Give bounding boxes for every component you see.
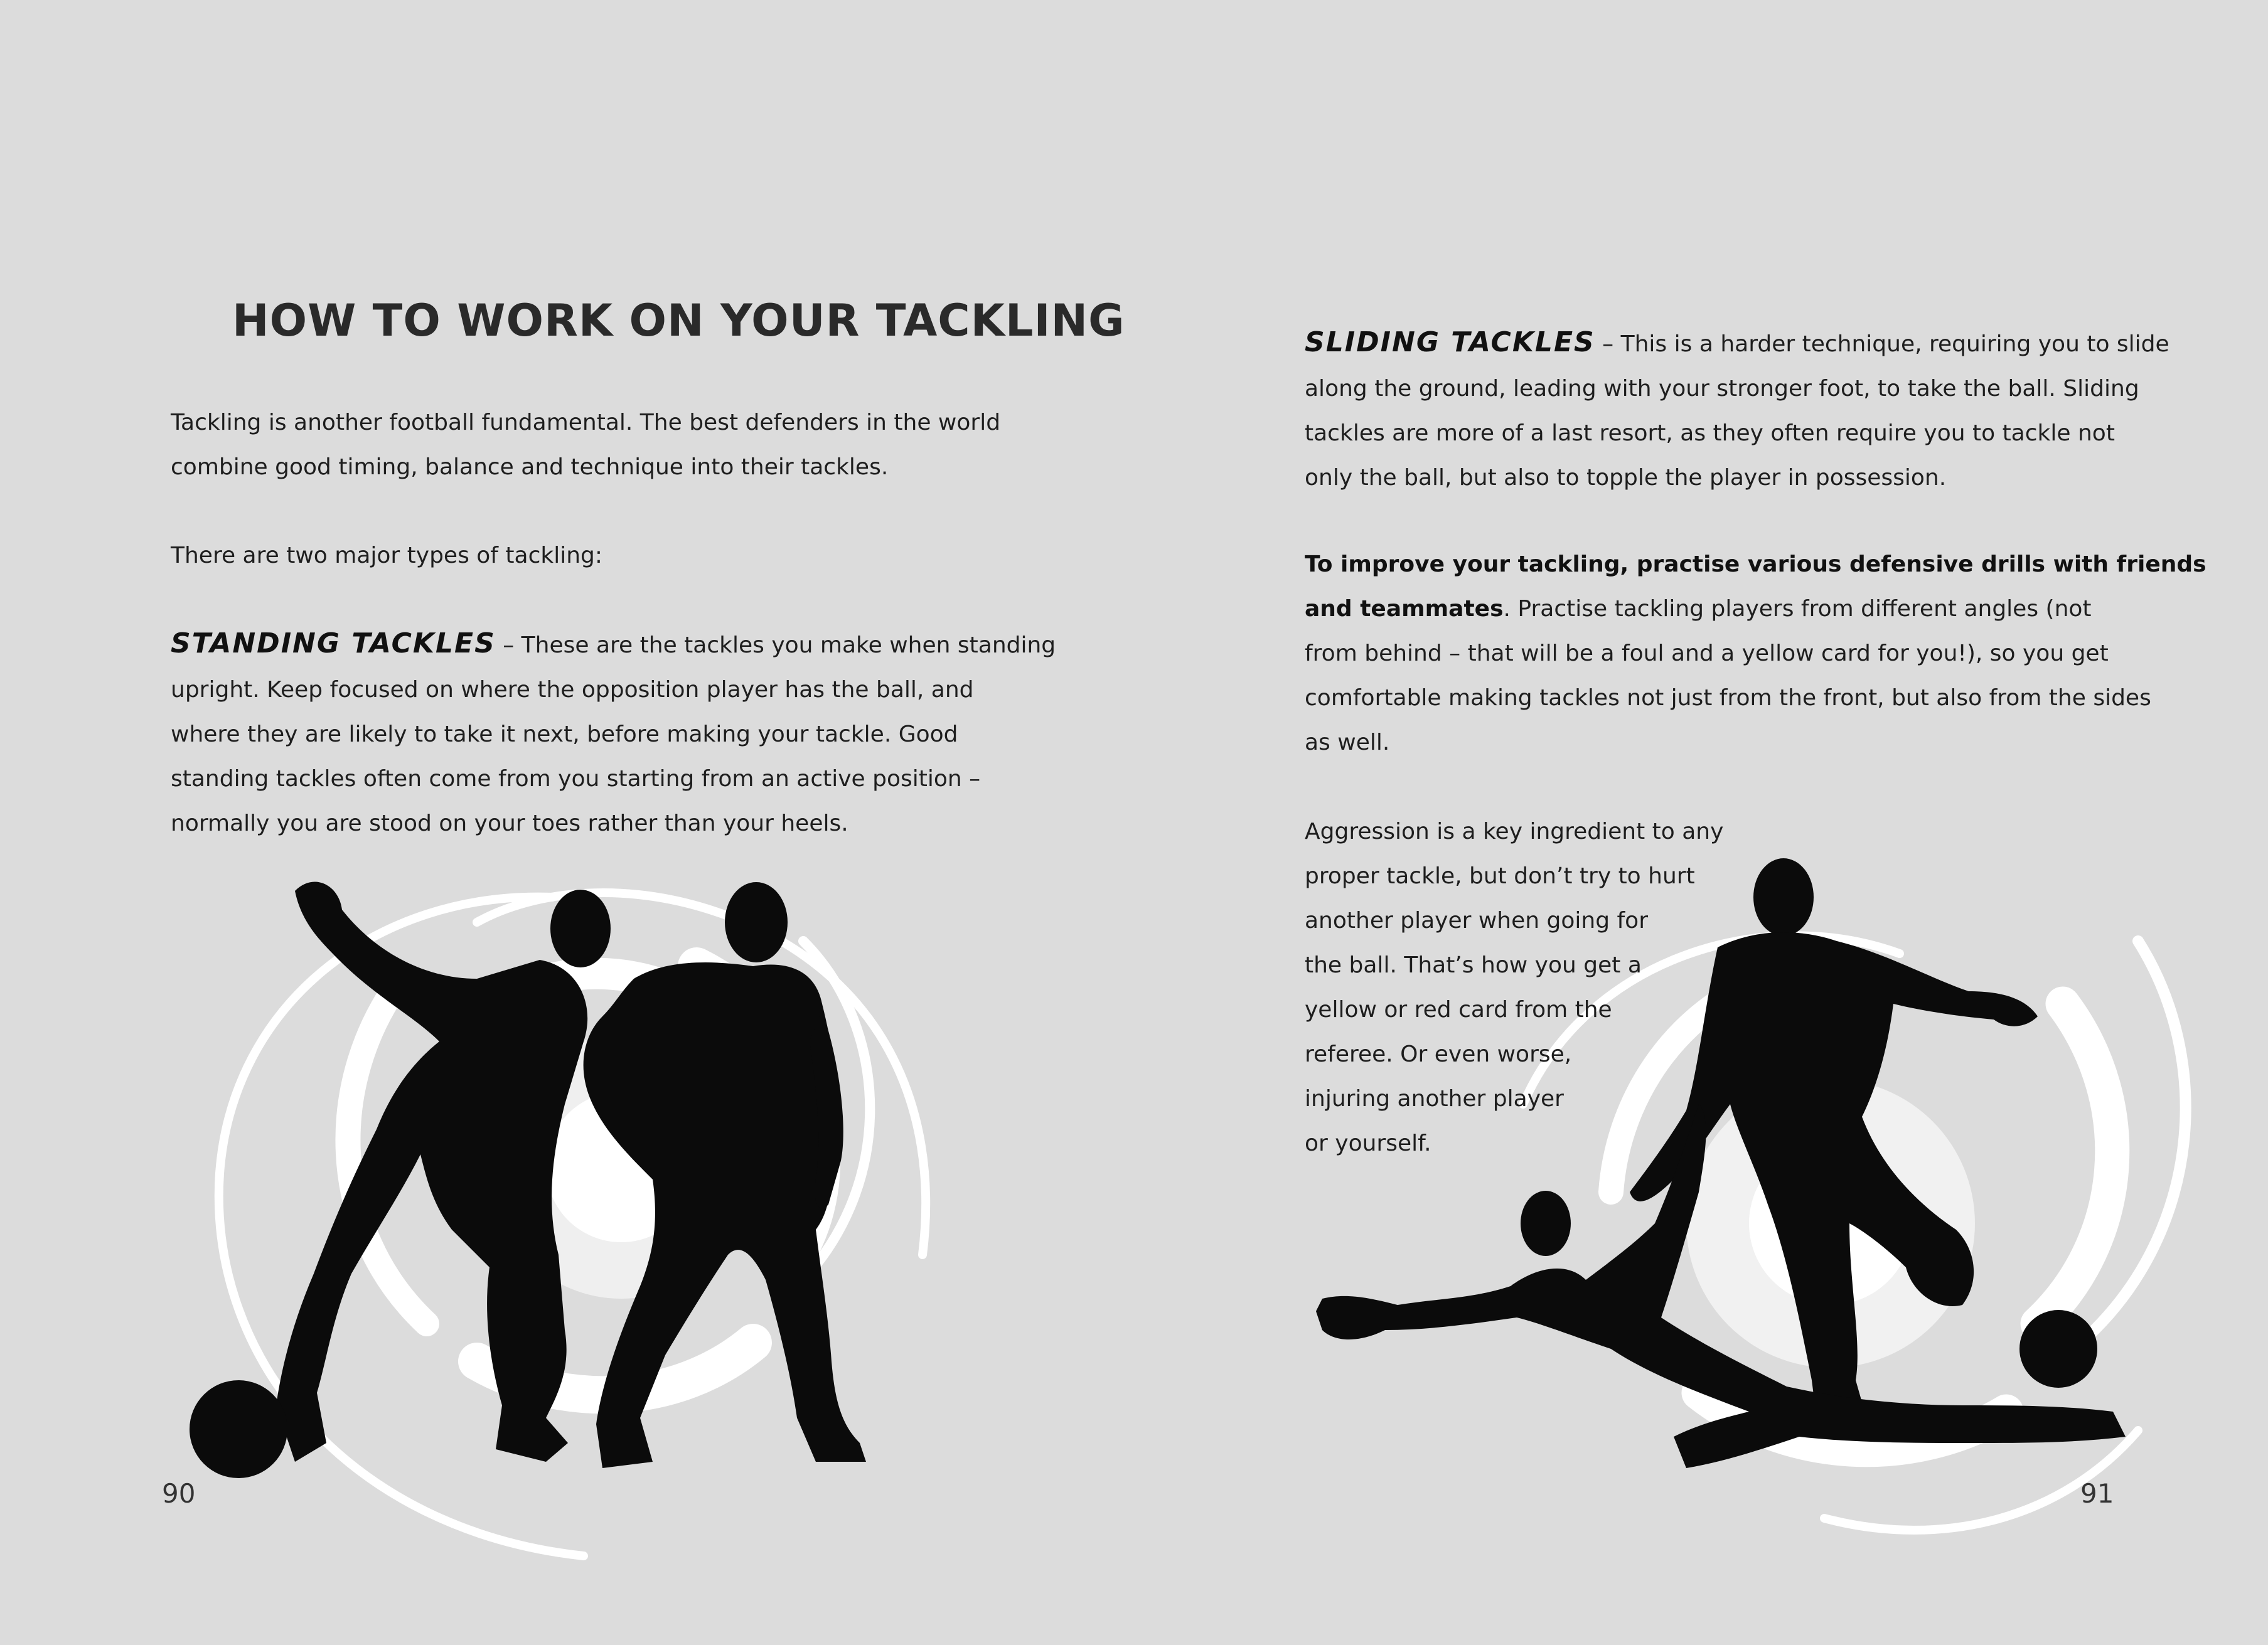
improve-bold-line-1: To improve your tackling, practise various defensive drills with friends (1305, 551, 2206, 577)
right-page (1134, 0, 2268, 1645)
aggression-line-3: another player when going for (1305, 908, 1648, 934)
page-number-right: 91 (2080, 1478, 2114, 1509)
intro-line-1: Tackling is another football fundamental. The best defenders in the world (171, 410, 1001, 435)
aggression-line-5: yellow or red card from the (1305, 997, 1612, 1023)
page-heading: HOW TO WORK ON YOUR TACKLING (232, 295, 1125, 346)
sliding-line-2: along the ground, leading with your stronger foot, to take the ball. Sliding (1305, 376, 2139, 402)
standing-line-3: where they are likely to take it next, before making your tackle. Good (171, 721, 958, 747)
aggression-line-8: or yourself. (1305, 1131, 1431, 1156)
standing-line-1-rest: – These are the tackles you make when standing (495, 632, 1056, 658)
aggression-line-7: injuring another player (1305, 1086, 1564, 1112)
aggression-line-1: Aggression is a key ingredient to any (1305, 819, 1724, 844)
sliding-line-3: tackles are more of a last resort, as they often require you to tackle not (1305, 420, 2115, 446)
standing-line-5: normally you are stood on your toes rather than your heels. (171, 811, 848, 836)
aggression-line-4: the ball. That’s how you get a (1305, 952, 1642, 978)
improve-line-3: from behind – that will be a foul and a yellow card for you!), so you get (1305, 641, 2109, 666)
improve-line-2-rest: . Practise tackling players from different angles (not (1503, 596, 2092, 622)
improve-line-5: as well. (1305, 730, 1390, 755)
sliding-line-4: only the ball, but also to topple the player in possession. (1305, 465, 1947, 491)
improve-bold-line-2: and teammates (1305, 596, 1504, 622)
aggression-line-2: proper tackle, but don’t try to hurt (1305, 863, 1695, 889)
improve-line-4: comfortable making tackles not just from the front, but also from the sides (1305, 685, 2151, 711)
standing-line-4: standing tackles often come from you starting from an active position – (171, 766, 981, 792)
standing-tackles-lead: STANDING TACKLES (171, 627, 496, 659)
intro-line-2: combine good timing, balance and technique into their tackles. (171, 454, 889, 480)
sliding-tackle-silhouette (1134, 0, 2268, 1645)
sliding-line-1-rest: – This is a harder technique, requiring you to slide (1595, 331, 2169, 357)
aggression-line-6: referee. Or even worse, (1305, 1041, 1572, 1067)
page-number-left: 90 (162, 1478, 196, 1509)
sliding-tackles-lead: SLIDING TACKLES (1305, 326, 1595, 358)
standing-line-2: upright. Keep focused on where the opposition player has the ball, and (171, 677, 974, 703)
types-line: There are two major types of tackling: (171, 543, 603, 568)
